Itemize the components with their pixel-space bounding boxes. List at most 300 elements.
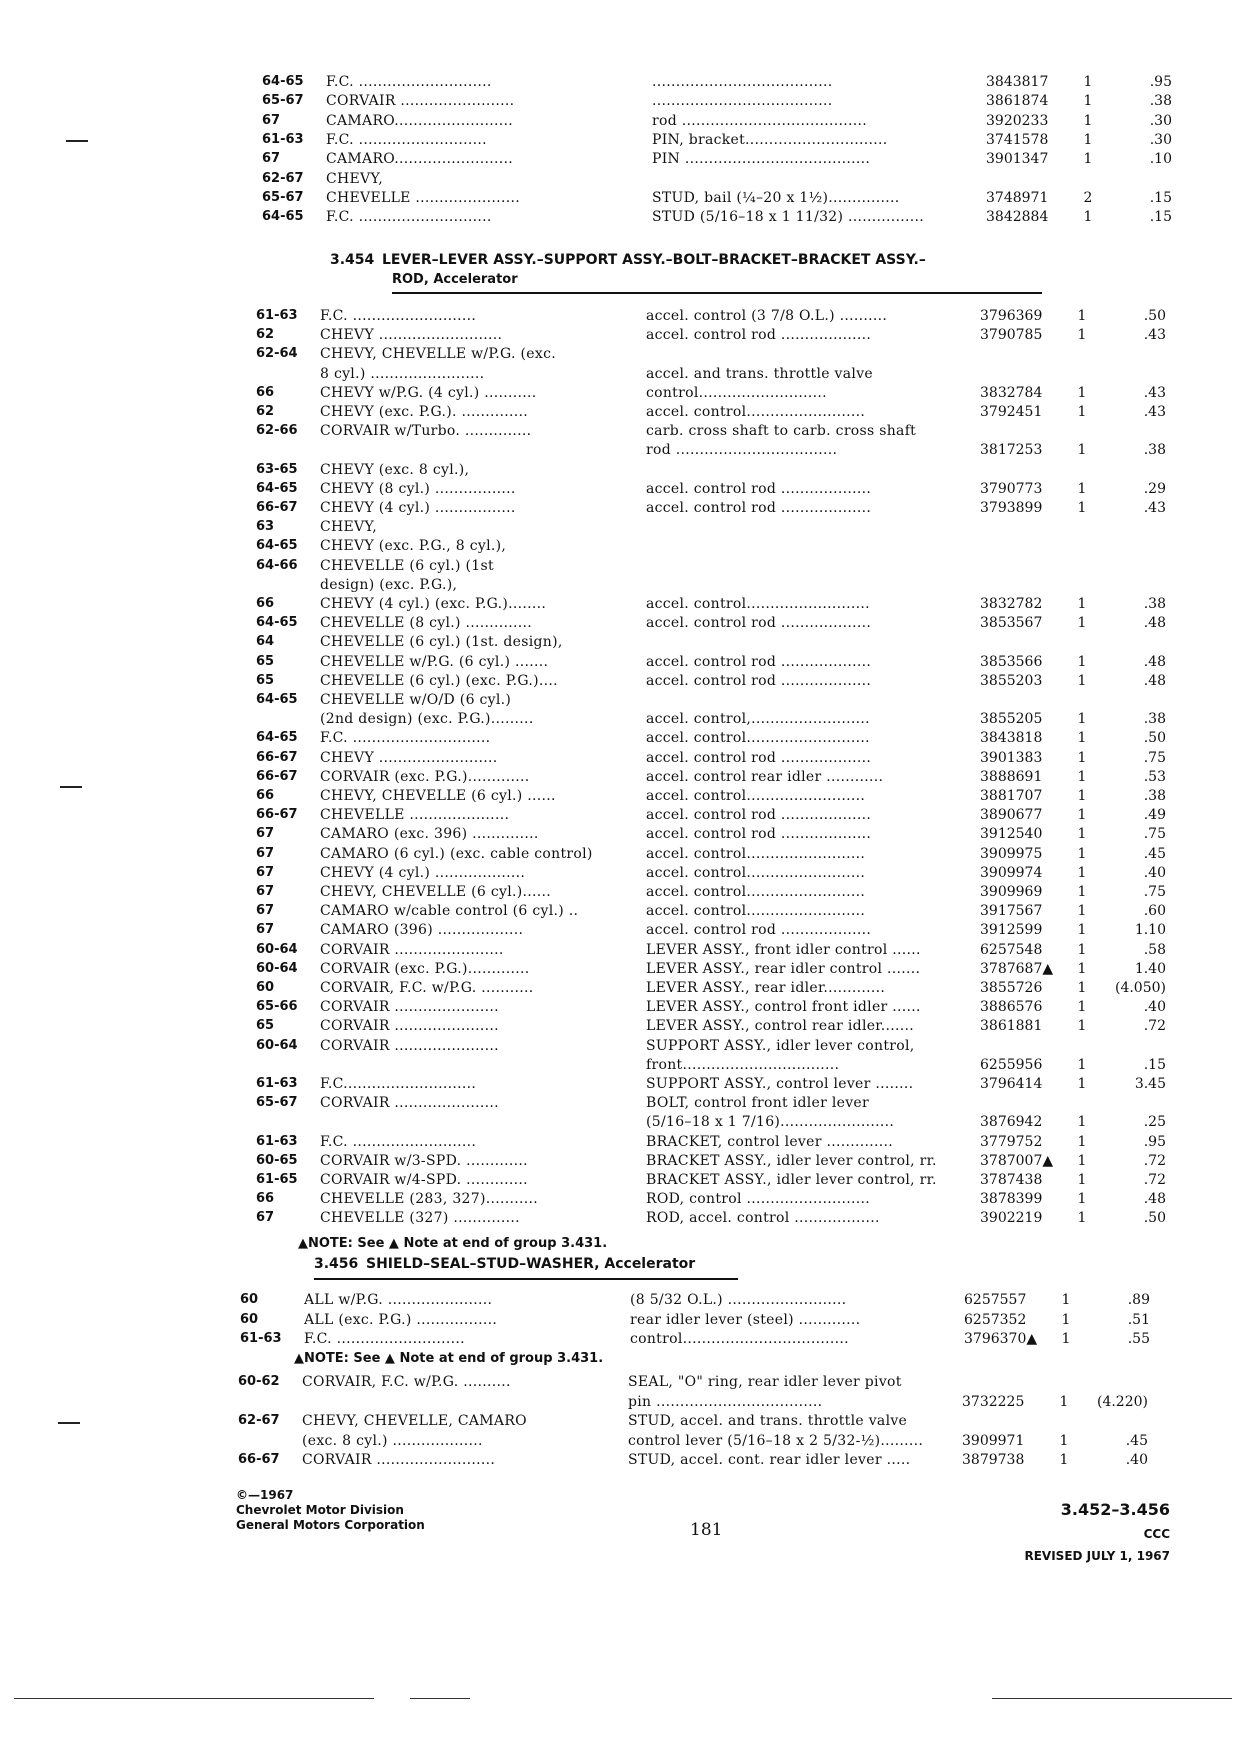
row-description: accel. control rod ................... xyxy=(646,922,872,939)
row-model: CHEVELLE w/P.G. (6 cyl.) ....... xyxy=(320,653,549,670)
row-year: 66-67 xyxy=(256,500,298,515)
row-model: CHEVY (exc. P.G., 8 cyl.), xyxy=(320,538,507,555)
row-quantity: 1 xyxy=(1083,131,1093,148)
row-price: .95 xyxy=(1149,74,1172,90)
row-year: 60 xyxy=(240,1292,259,1307)
row-description: accel. control......................... xyxy=(646,903,866,920)
row-quantity: 1 xyxy=(1083,151,1093,168)
row-price: .15 xyxy=(1149,189,1172,206)
row-description: PIN, bracket.............................. xyxy=(652,131,888,148)
row-quantity: 1 xyxy=(1077,826,1087,843)
row-year: 60-62 xyxy=(238,1374,280,1389)
row-description: carb. cross shaft to carb. cross shaft xyxy=(646,423,917,440)
row-model: CHEVY (4 cyl.) ................. xyxy=(320,500,516,516)
row-part-number: 3902219 xyxy=(980,1210,1043,1227)
row-description: LEVER ASSY., rear idler............. xyxy=(646,980,886,996)
row-part-number: 3917567 xyxy=(980,903,1043,920)
row-model: CHEVY (exc. P.G.). .............. xyxy=(320,404,529,420)
row-part-number: 3855205 xyxy=(980,711,1043,728)
row-price: .72 xyxy=(1143,1172,1166,1188)
row-quantity: 1 xyxy=(1077,807,1087,824)
row-description: rod ....................................... xyxy=(652,112,867,129)
row-year: 66 xyxy=(256,788,275,803)
row-price: .38 xyxy=(1143,442,1166,459)
row-year: 66-67 xyxy=(256,749,298,765)
row-year: 61-63 xyxy=(256,308,298,323)
row-year: 65 xyxy=(256,672,275,688)
row-model: CHEVELLE ...................... xyxy=(326,189,520,206)
row-description: ROD, control .......................... xyxy=(646,1191,871,1208)
row-price: .50 xyxy=(1143,730,1166,747)
row-price: (4.220) xyxy=(1096,1393,1148,1410)
row-price: .25 xyxy=(1143,1114,1166,1131)
revised-date: REVISED JULY 1, 1967 xyxy=(1024,1549,1170,1563)
row-description: BRACKET ASSY., idler lever control, rr. xyxy=(646,1152,937,1169)
row-description: accel. control......................... xyxy=(646,884,866,900)
row-quantity: 1 xyxy=(1077,1172,1087,1188)
row-part-number: 3796369 xyxy=(980,308,1043,324)
row-part-number: 3890677 xyxy=(980,807,1043,824)
row-part-number: 3793899 xyxy=(980,500,1043,516)
group-title: SHIELD–SEAL–STUD–WASHER, Accelerator xyxy=(366,1256,696,1272)
row-model: CORVAIR w/Turbo. .............. xyxy=(320,423,532,440)
row-quantity: 1 xyxy=(1077,730,1087,747)
row-model: ALL w/P.G. ...................... xyxy=(304,1292,493,1308)
row-year: 62 xyxy=(256,327,275,343)
row-description: SUPPORT ASSY., idler lever control, xyxy=(646,1037,915,1054)
row-description: pin ................................... xyxy=(628,1393,823,1410)
row-part-number: 3909969 xyxy=(980,884,1043,900)
margin-mark xyxy=(58,1422,80,1424)
row-description: ...................................... xyxy=(652,74,833,90)
row-year: 63 xyxy=(256,519,275,535)
group-number: 3.456 xyxy=(314,1256,359,1272)
row-year: 60-64 xyxy=(256,960,298,976)
row-quantity: 1 xyxy=(1077,480,1087,497)
row-price: .40 xyxy=(1125,1452,1148,1468)
row-part-number: 6255956 xyxy=(980,1056,1043,1073)
row-price: .30 xyxy=(1149,112,1172,129)
row-model: CAMARO (396) .................. xyxy=(320,922,524,939)
row-year: 64-66 xyxy=(256,557,298,573)
row-description: BRACKET, control lever .............. xyxy=(646,1133,893,1150)
row-quantity: 1 xyxy=(1077,384,1087,401)
row-year: 64-65 xyxy=(262,74,304,89)
row-description: control lever (5/16–18 x 2 5/32-½)......... xyxy=(628,1432,924,1449)
row-part-number: 3843817 xyxy=(986,74,1049,90)
row-part-number: 3817253 xyxy=(980,442,1043,459)
row-price: .38 xyxy=(1143,788,1166,804)
row-part-number: 3861874 xyxy=(986,93,1049,110)
row-price: .15 xyxy=(1149,209,1172,226)
row-part-number: 3843818 xyxy=(980,730,1043,747)
row-quantity: 1 xyxy=(1077,596,1087,612)
row-quantity: 1 xyxy=(1077,980,1087,996)
row-model: F.C. .......................... xyxy=(320,1133,477,1150)
corporation: General Motors Corporation xyxy=(236,1518,425,1532)
row-part-number: 3879738 xyxy=(962,1452,1025,1468)
row-model: CORVAIR ......................... xyxy=(302,1452,496,1468)
row-price: .43 xyxy=(1143,404,1166,420)
row-description: STUD, bail (¼–20 x 1½)............... xyxy=(652,189,900,206)
row-description: accel. control rod ................... xyxy=(646,500,872,516)
row-year: 65-67 xyxy=(262,93,304,109)
row-description: accel. control,......................... xyxy=(646,711,870,728)
row-quantity: 1 xyxy=(1083,93,1093,110)
row-part-number: 3901347 xyxy=(986,151,1049,168)
row-year: 67 xyxy=(256,903,275,919)
row-part-number: 3741578 xyxy=(986,131,1049,148)
row-price: 1.40 xyxy=(1134,960,1166,977)
group-rule xyxy=(392,292,1042,294)
group-heading-3-456 xyxy=(314,1256,695,1272)
row-year: 62-64 xyxy=(256,346,298,362)
row-year: 67 xyxy=(256,1210,275,1226)
note: ▲NOTE: See ▲ Note at end of group 3.431. xyxy=(298,1236,608,1251)
row-price: .89 xyxy=(1127,1292,1150,1308)
row-model: CHEVELLE w/O/D (6 cyl.) xyxy=(320,692,512,708)
row-model: CHEVELLE ..................... xyxy=(320,807,510,824)
row-model: CAMARO (exc. 396) .............. xyxy=(320,826,539,843)
row-quantity: 1 xyxy=(1059,1452,1069,1468)
row-year: 60-64 xyxy=(256,1037,298,1053)
row-quantity: 1 xyxy=(1077,615,1087,632)
row-model: F.C. ............................. xyxy=(320,730,491,747)
row-quantity: 1 xyxy=(1077,922,1087,939)
row-year: 62-67 xyxy=(262,170,304,186)
row-part-number: 3832784 xyxy=(980,384,1043,401)
row-quantity: 1 xyxy=(1077,768,1087,785)
row-quantity: 1 xyxy=(1077,999,1087,1016)
row-part-number: 6257557 xyxy=(964,1292,1027,1308)
row-quantity: 1 xyxy=(1077,1114,1087,1131)
row-year: 60-65 xyxy=(256,1152,298,1168)
row-quantity: 1 xyxy=(1077,404,1087,420)
row-year: 66-67 xyxy=(256,807,298,823)
row-model: (exc. 8 cyl.) ................... xyxy=(302,1432,483,1449)
row-quantity: 1 xyxy=(1061,1331,1071,1347)
row-model: CORVAIR, F.C. w/P.G. .......... xyxy=(302,1374,511,1390)
row-model: F.C. ............................ xyxy=(326,74,492,90)
row-year: 66-67 xyxy=(256,768,298,784)
row-year: 64-65 xyxy=(256,615,298,631)
group-range: 3.452–3.456 xyxy=(1060,1500,1170,1519)
row-model: CORVAIR w/4-SPD. ............. xyxy=(320,1172,528,1188)
footer-publisher xyxy=(236,1488,425,1533)
row-quantity: 1 xyxy=(1077,1076,1087,1092)
row-year: 62-67 xyxy=(238,1413,280,1428)
row-description: LEVER ASSY., rear idler control ....... xyxy=(646,960,921,977)
row-model: CHEVELLE (6 cyl.) (exc. P.G.).... xyxy=(320,672,558,689)
row-year: 64-65 xyxy=(256,538,298,554)
row-description: accel. control rod ................... xyxy=(646,615,872,632)
row-year: 65-67 xyxy=(262,189,304,205)
row-model: CHEVY (8 cyl.) ................. xyxy=(320,480,516,497)
row-price: .50 xyxy=(1143,308,1166,324)
row-model: F.C. .......................... xyxy=(320,308,477,324)
row-year: 65 xyxy=(256,653,275,669)
row-year: 66 xyxy=(256,384,275,400)
row-quantity: 1 xyxy=(1077,960,1087,977)
group-subtitle: ROD, Accelerator xyxy=(392,272,518,287)
row-quantity: 1 xyxy=(1077,749,1087,766)
row-year: 61-63 xyxy=(262,131,304,147)
row-part-number: 3748971 xyxy=(986,189,1049,206)
row-year: 66 xyxy=(256,596,275,611)
row-price: .49 xyxy=(1143,807,1166,824)
row-model: design) (exc. P.G.), xyxy=(320,576,458,593)
bottom-rule xyxy=(410,1698,470,1699)
row-model: ALL (exc. P.G.) ................. xyxy=(304,1311,498,1328)
row-description: control........................... xyxy=(646,384,827,401)
row-model: CORVAIR (exc. P.G.)............. xyxy=(320,960,530,977)
row-part-number: 3787438 xyxy=(980,1172,1043,1188)
row-price: .45 xyxy=(1143,845,1166,862)
row-quantity: 1 xyxy=(1061,1311,1071,1328)
row-model: CORVAIR w/3-SPD. ............. xyxy=(320,1152,528,1169)
row-quantity: 1 xyxy=(1077,672,1087,689)
row-description: accel. control......................... xyxy=(646,845,866,862)
row-part-number: 3912599 xyxy=(980,922,1043,939)
row-price: .10 xyxy=(1149,151,1172,168)
row-year: 62 xyxy=(256,404,275,419)
row-price: .48 xyxy=(1143,615,1166,632)
row-description: accel. and trans. throttle valve xyxy=(646,365,873,382)
row-model: CORVAIR ...................... xyxy=(320,1095,499,1112)
row-quantity: 1 xyxy=(1077,442,1087,459)
row-year: 65-67 xyxy=(256,1095,298,1111)
row-year: 64-65 xyxy=(256,730,298,746)
row-description: accel. control rod ................... xyxy=(646,672,872,689)
row-price: 3.45 xyxy=(1134,1076,1166,1092)
row-price: (4.050) xyxy=(1114,980,1166,996)
row-part-number: 6257548 xyxy=(980,941,1043,958)
row-price: .72 xyxy=(1143,1018,1166,1035)
row-description: accel. control rear idler ............ xyxy=(646,768,884,785)
row-description: accel. control rod ................... xyxy=(646,327,872,344)
row-model: 8 cyl.) ........................ xyxy=(320,365,485,382)
row-price: .43 xyxy=(1143,384,1166,401)
row-model: CHEVELLE (6 cyl.) (1st. design), xyxy=(320,634,563,651)
row-quantity: 1 xyxy=(1077,864,1087,881)
row-part-number: 3881707 xyxy=(980,788,1043,804)
row-price: .45 xyxy=(1125,1432,1148,1449)
row-part-number: 3876942 xyxy=(980,1114,1043,1131)
row-price: .38 xyxy=(1143,711,1166,728)
row-description: ...................................... xyxy=(652,93,833,110)
row-quantity: 1 xyxy=(1077,653,1087,670)
row-quantity: 1 xyxy=(1077,1152,1087,1169)
row-model: CAMARO w/cable control (6 cyl.) .. xyxy=(320,903,579,920)
row-part-number: 3909971 xyxy=(962,1432,1025,1449)
row-model: CHEVY, CHEVELLE (6 cyl.)...... xyxy=(320,884,551,900)
row-year: 60 xyxy=(240,1311,259,1327)
row-part-number: 3779752 xyxy=(980,1133,1043,1150)
row-price: .43 xyxy=(1143,500,1166,516)
row-year: 60 xyxy=(256,980,275,995)
row-part-number: 3909974 xyxy=(980,864,1043,881)
row-price: .30 xyxy=(1149,131,1172,148)
page-number: 181 xyxy=(690,1520,723,1540)
division: Chevrolet Motor Division xyxy=(236,1503,404,1517)
row-year: 63-65 xyxy=(256,461,298,477)
row-part-number: 3787007▲ xyxy=(980,1152,1054,1169)
row-model: CHEVY .......................... xyxy=(320,327,503,344)
row-description: PIN ....................................... xyxy=(652,151,871,168)
row-quantity: 1 xyxy=(1077,308,1087,324)
row-quantity: 1 xyxy=(1077,1191,1087,1208)
row-price: .72 xyxy=(1143,1152,1166,1169)
row-description: control................................... xyxy=(630,1331,849,1347)
row-price: .53 xyxy=(1143,768,1166,785)
row-year: 64-65 xyxy=(262,209,304,225)
row-model: CAMARO......................... xyxy=(326,151,514,168)
row-price: .40 xyxy=(1143,999,1166,1016)
row-model: CORVAIR ........................ xyxy=(326,93,515,110)
row-part-number: 3796414 xyxy=(980,1076,1043,1092)
row-description: accel. control......................... xyxy=(646,864,866,881)
row-model: CHEVELLE (8 cyl.) .............. xyxy=(320,615,533,632)
bottom-rule xyxy=(992,1698,1232,1699)
row-model: CHEVY, CHEVELLE (6 cyl.) ...... xyxy=(320,788,556,804)
row-description: front................................. xyxy=(646,1056,840,1073)
row-model: CORVAIR (exc. P.G.)............. xyxy=(320,768,530,785)
row-year: 61-65 xyxy=(256,1172,298,1187)
row-year: 62-66 xyxy=(256,423,298,439)
row-description: LEVER ASSY., control front idler ...... xyxy=(646,999,921,1016)
catalog-code: CCC xyxy=(1143,1527,1170,1541)
row-price: .55 xyxy=(1127,1331,1150,1347)
row-price: .50 xyxy=(1143,1210,1166,1227)
row-model: F.C. ............................ xyxy=(326,209,492,226)
row-price: .29 xyxy=(1143,480,1166,497)
row-quantity: 1 xyxy=(1077,1018,1087,1035)
row-price: .40 xyxy=(1143,864,1166,881)
row-part-number: 3792451 xyxy=(980,404,1043,420)
group-heading-3-454 xyxy=(330,252,926,268)
row-price: .58 xyxy=(1143,941,1166,958)
row-year: 67 xyxy=(262,151,281,167)
row-description: SEAL, "O" ring, rear idler lever pivot xyxy=(628,1374,902,1390)
row-part-number: 3853566 xyxy=(980,653,1043,670)
row-model: CAMARO (6 cyl.) (exc. cable control) xyxy=(320,845,593,862)
row-part-number: 3842884 xyxy=(986,209,1049,226)
row-description: accel. control rod ................... xyxy=(646,480,872,497)
row-quantity: 1 xyxy=(1077,884,1087,900)
row-quantity: 1 xyxy=(1077,941,1087,958)
row-price: .51 xyxy=(1127,1311,1150,1328)
row-quantity: 1 xyxy=(1077,903,1087,920)
row-model: CAMARO......................... xyxy=(326,112,514,129)
row-part-number: 3878399 xyxy=(980,1191,1043,1208)
row-description: (5/16–18 x 1 7/16)........................ xyxy=(646,1114,895,1131)
row-description: accel. control......................... xyxy=(646,788,866,804)
row-model: CHEVY (4 cyl.) (exc. P.G.)........ xyxy=(320,596,547,612)
row-description: STUD, accel. and trans. throttle valve xyxy=(628,1413,908,1429)
row-price: .75 xyxy=(1143,884,1166,900)
row-model: CHEVELLE (283, 327)........... xyxy=(320,1191,538,1208)
footer-reference xyxy=(1024,1500,1170,1563)
row-price: .75 xyxy=(1143,749,1166,766)
row-price: .48 xyxy=(1143,672,1166,689)
row-quantity: 2 xyxy=(1083,189,1093,206)
group-rule xyxy=(314,1278,738,1280)
row-part-number: 3886576 xyxy=(980,999,1043,1016)
row-part-number: 3832782 xyxy=(980,596,1043,612)
row-quantity: 1 xyxy=(1059,1393,1069,1410)
row-year: 61-63 xyxy=(240,1331,282,1346)
row-model: (2nd design) (exc. P.G.)......... xyxy=(320,711,534,728)
row-year: 66-67 xyxy=(238,1452,280,1467)
row-part-number: 3790773 xyxy=(980,480,1043,497)
row-model: CORVAIR ...................... xyxy=(320,1018,499,1035)
row-price: .43 xyxy=(1143,327,1166,344)
row-price: .15 xyxy=(1143,1056,1166,1073)
row-description: STUD, accel. cont. rear idler lever ..... xyxy=(628,1452,911,1468)
row-price: .95 xyxy=(1143,1133,1166,1150)
row-description: LEVER ASSY., control rear idler....... xyxy=(646,1018,915,1035)
row-part-number: 3855726 xyxy=(980,980,1043,996)
row-model: F.C............................ xyxy=(320,1076,477,1092)
row-year: 67 xyxy=(256,922,275,938)
row-description: SUPPORT ASSY., control lever ........ xyxy=(646,1076,914,1092)
row-description: accel. control rod ................... xyxy=(646,807,872,824)
row-quantity: 1 xyxy=(1077,845,1087,862)
row-quantity: 1 xyxy=(1083,209,1093,226)
row-part-number: 6257352 xyxy=(964,1311,1027,1328)
row-quantity: 1 xyxy=(1077,1056,1087,1073)
row-model: F.C. ........................... xyxy=(326,131,487,148)
row-part-number: 3790785 xyxy=(980,327,1043,344)
row-part-number: 3912540 xyxy=(980,826,1043,843)
row-year: 65 xyxy=(256,1018,275,1034)
row-quantity: 1 xyxy=(1077,1133,1087,1150)
row-model: CHEVY, CHEVELLE w/P.G. (exc. xyxy=(320,346,556,363)
row-year: 67 xyxy=(256,884,275,899)
row-year: 61-63 xyxy=(256,1133,298,1149)
row-year: 61-63 xyxy=(256,1076,298,1091)
row-year: 67 xyxy=(256,864,275,880)
row-model: CORVAIR ...................... xyxy=(320,1037,499,1054)
group-number: 3.454 xyxy=(330,252,375,268)
row-model: CHEVY (exc. 8 cyl.), xyxy=(320,461,470,478)
row-year: 65-66 xyxy=(256,999,298,1015)
copyright: ©—1967 xyxy=(236,1488,294,1502)
row-description: ROD, accel. control .................. xyxy=(646,1210,880,1227)
bottom-rule xyxy=(14,1698,374,1699)
row-description: accel. control.......................... xyxy=(646,730,870,747)
row-model: CHEVELLE (6 cyl.) (1st xyxy=(320,557,494,574)
row-model: CORVAIR ...................... xyxy=(320,999,499,1016)
row-quantity: 1 xyxy=(1083,112,1093,129)
row-description: accel. control (3 7/8 O.L.) .......... xyxy=(646,308,888,324)
row-model: CHEVY (4 cyl.) ................... xyxy=(320,864,526,881)
row-price: .38 xyxy=(1143,596,1166,612)
row-quantity: 1 xyxy=(1077,500,1087,516)
row-part-number: 3732225 xyxy=(962,1393,1025,1410)
row-description: accel. control rod ................... xyxy=(646,653,872,670)
row-description: BRACKET ASSY., idler lever control, rr. xyxy=(646,1172,937,1188)
row-part-number: 3909975 xyxy=(980,845,1043,862)
row-quantity: 1 xyxy=(1077,1210,1087,1227)
group-title: LEVER–LEVER ASSY.–SUPPORT ASSY.–BOLT–BRACKET–BRACKET ASSY.– xyxy=(382,252,926,268)
row-year: 67 xyxy=(262,112,281,128)
row-year: 67 xyxy=(256,826,275,842)
margin-mark xyxy=(66,140,88,142)
row-quantity: 1 xyxy=(1083,74,1093,90)
row-description: BOLT, control front idler lever xyxy=(646,1095,870,1112)
row-price: .48 xyxy=(1143,1191,1166,1208)
